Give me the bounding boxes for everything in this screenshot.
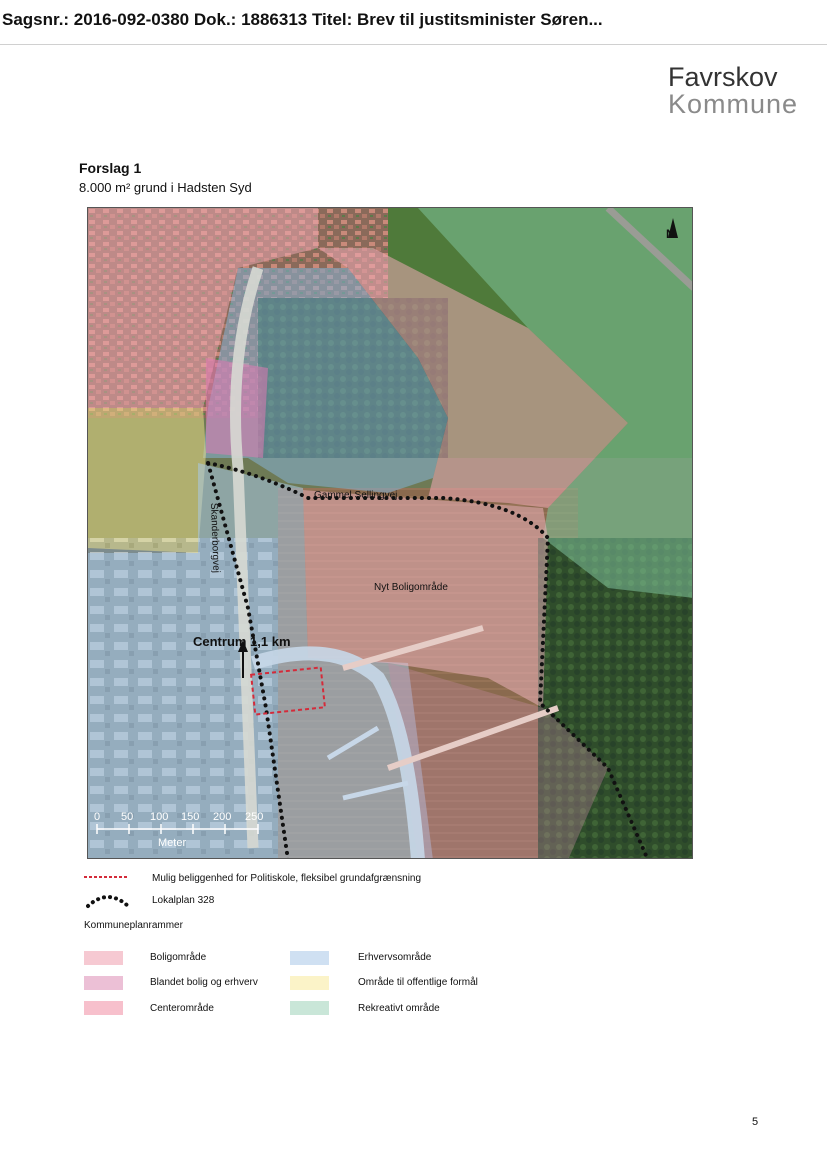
legend-item-center: Centerområde: [150, 1003, 214, 1014]
swatch-center: [84, 1001, 123, 1015]
label-nyt-boligomraade: Nyt Boligområde: [374, 582, 448, 593]
scale-unit: Meter: [158, 837, 187, 849]
scale-label-200: 200: [213, 811, 232, 823]
scale-label-250: 250: [245, 811, 264, 823]
scale-label-150: 150: [181, 811, 200, 823]
label-gammel-sellingvej: Gammel Sellingvej: [314, 490, 398, 501]
legend-item-boligomraade: Boligområde: [150, 952, 207, 963]
lokalplan-symbol: [86, 890, 132, 910]
municipality-logo: [668, 64, 798, 118]
case-reference: Sagsnr.: 2016-092-0380 Dok.: 1886313 Titel: Brev til justitsminister Søren...: [2, 10, 603, 29]
logo-line-1: Favrskov: [668, 62, 778, 92]
legend-item-offentlige: Område til offentlige formål: [358, 977, 478, 988]
label-skanderborgvej: Skanderborgvej: [208, 502, 222, 574]
swatch-rekreativt: [290, 1001, 329, 1015]
legend-heading: Kommuneplanrammer: [84, 920, 183, 931]
page-title: Forslag 1: [79, 160, 142, 176]
swatch-blandet: [84, 976, 123, 990]
swatch-boligomraade: [84, 951, 123, 965]
page-number: 5: [752, 1116, 759, 1128]
north-label: N: [666, 227, 675, 241]
legend-lokalplan: Lokalplan 328: [152, 895, 215, 906]
legend-site: Mulig beliggenhed for Politiskole, fleksibel grundafgrænsning: [152, 873, 422, 884]
map-canvas: [88, 208, 693, 859]
legend-item-rekreativt: Rekreativt område: [358, 1003, 440, 1014]
zone-public: [88, 408, 206, 553]
scale-label-0: 0: [94, 811, 101, 823]
swatch-erhverv: [290, 951, 329, 965]
page-subtitle: 8.000 m² grund i Hadsten Syd: [79, 180, 252, 195]
legend-item-blandet: Blandet bolig og erhverv: [150, 977, 258, 988]
document-header: [0, 0, 827, 45]
legend-item-erhverv: Erhvervsområde: [358, 952, 432, 963]
scale-label-50: 50: [121, 811, 134, 823]
logo-line-2: Kommune: [668, 89, 799, 119]
swatch-offentlige: [290, 976, 329, 990]
lokalplan-symbol-dots: [88, 897, 128, 906]
aerial-map: [87, 207, 693, 859]
site-marker-symbol: [84, 872, 130, 882]
scale-label-100: 100: [150, 811, 169, 823]
label-centrum: Centrum 1,1 km: [193, 634, 291, 649]
